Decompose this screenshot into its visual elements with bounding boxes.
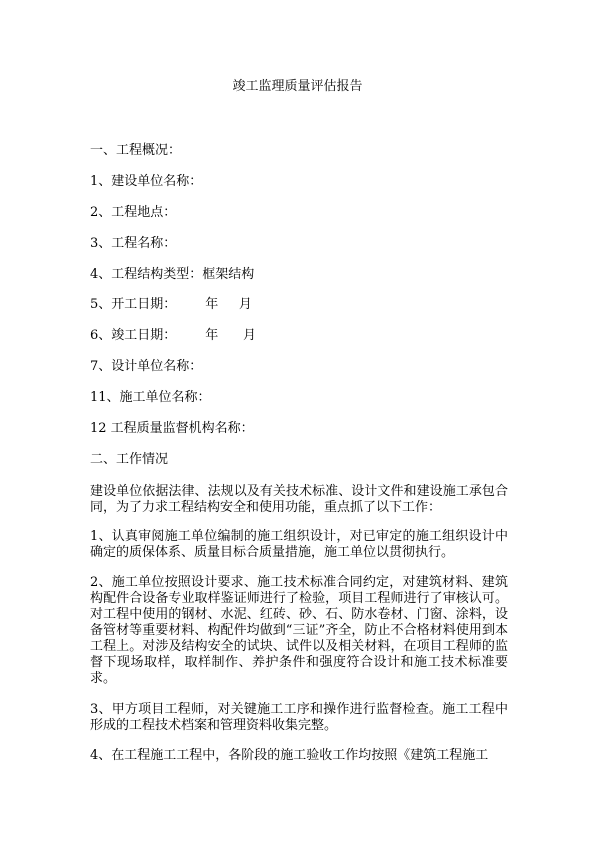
project-name-line: 3、工程名称：: [90, 236, 177, 251]
paragraph-item-1: 1、认真审阅施工单位编制的施工组织设计，对已审定的施工组织设计中确定的质保体系、质量目标合质量措施，施工单位以贯彻执行。: [90, 529, 508, 560]
paragraph-item-4: 4、在工程施工工程中，各阶段的施工验收工作均按照《建筑工程施工: [90, 748, 489, 763]
start-date-line: 5、开工日期： 年 月: [90, 297, 252, 312]
paragraph-intro: 建设单位依据法律、法规以及有关技术标准、设计文件和建设施工承包合同，为了力求工程结构安全和使用功能，重点抓了以下工作：: [90, 484, 508, 515]
document-title: 竣工监理质量评估报告: [232, 79, 363, 94]
project-location-line: 2、工程地点：: [90, 205, 177, 220]
construction-unit-line: 1、建设单位名称：: [90, 174, 203, 189]
section-heading-project-overview: 一、工程概况：: [90, 143, 182, 158]
section-heading-work-status: 二、工作情况: [90, 452, 169, 467]
completion-date-line: 6、竣工日期： 年 月: [90, 328, 256, 343]
builder-unit-line: 11、施工单位名称：: [90, 390, 211, 405]
design-unit-line: 7、设计单位名称：: [90, 359, 203, 374]
structure-type-line: 4、工程结构类型：框架结构: [90, 267, 255, 282]
paragraph-item-3: 3、甲方项目工程师，对关键施工工序和操作进行监督检查。施工工程中形成的工程技术档案和管理资料收集完整。: [90, 702, 508, 733]
paragraph-item-2: 2、施工单位按照设计要求、施工技术标准合同约定，对建筑材料、建筑构配件合设备专业取样鉴证师进行了检验，项目工程师进行了审核认可。对工程中使用的钢材、水泥、红砖、砂、石、防水卷材、门窗、涂料，设备管材等重要材料、构配件均做到“三证”齐全，防止不合格材料使用到本工程上。对涉及结构安全的试块、试件以及相关材料，在项目工程师的监督下现场取样，取样制作、养护条件和强度符合设计和施工技术标准要求。: [90, 575, 508, 686]
supervision-agency-line: 12 工程质量监督机构名称：: [90, 421, 254, 436]
